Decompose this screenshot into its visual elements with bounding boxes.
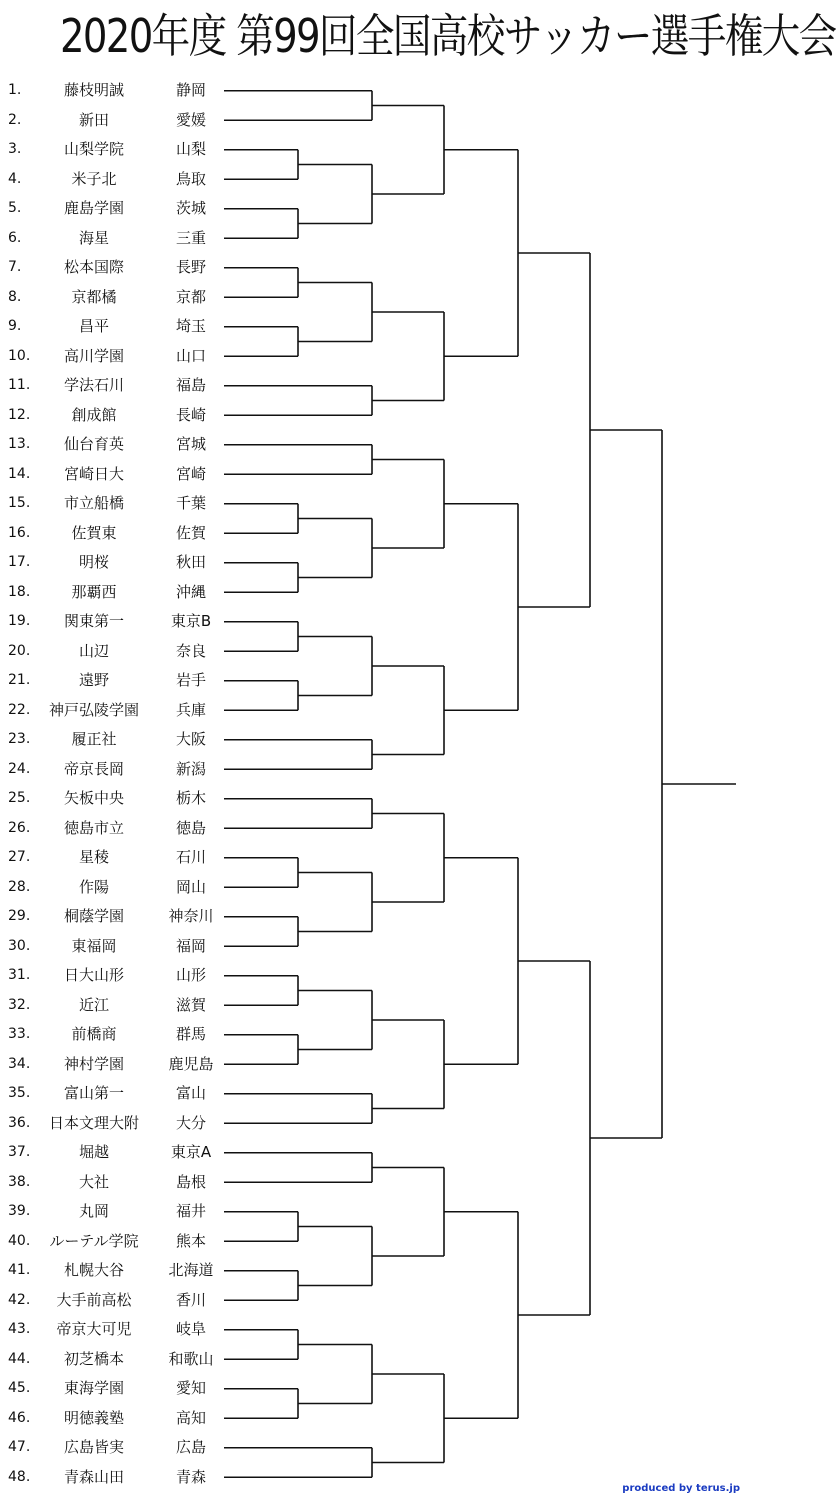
school-name: 遠野 xyxy=(78,671,109,689)
school-name: 関東第一 xyxy=(63,612,124,630)
prefecture-name: 宮城 xyxy=(175,435,206,453)
team-number: 46. xyxy=(8,1409,31,1426)
school-name: 札幌大谷 xyxy=(63,1261,124,1279)
school-name: 大社 xyxy=(78,1172,109,1191)
prefecture-name: 東京A xyxy=(170,1143,212,1161)
team-number: 27. xyxy=(8,849,31,865)
prefecture-name: 京都 xyxy=(175,287,206,306)
prefecture-name: 福岡 xyxy=(175,936,206,955)
school-name: 鹿島学園 xyxy=(63,199,124,217)
team-number: 18. xyxy=(8,583,31,600)
team-number: 44. xyxy=(8,1350,31,1367)
prefecture-name: 大阪 xyxy=(175,730,206,748)
team-number: 28. xyxy=(8,878,31,895)
prefecture-name: 熊本 xyxy=(175,1231,206,1250)
school-name: 青森山田 xyxy=(63,1467,124,1486)
prefecture-name: 青森 xyxy=(175,1467,206,1486)
prefecture-name: 新潟 xyxy=(175,759,206,778)
prefecture-name: 徳島 xyxy=(175,818,206,837)
prefecture-name: 佐賀 xyxy=(175,523,206,542)
team-number: 42. xyxy=(8,1291,31,1308)
school-name: 近江 xyxy=(78,995,109,1014)
prefecture-name: 長野 xyxy=(175,258,206,276)
team-number: 33. xyxy=(8,1026,31,1042)
team-number: 29. xyxy=(8,908,31,924)
school-name: 学法石川 xyxy=(63,376,124,394)
team-number: 37. xyxy=(8,1144,31,1160)
prefecture-name: 北海道 xyxy=(168,1261,214,1279)
school-name: 堀越 xyxy=(78,1143,109,1161)
team-number: 35. xyxy=(8,1085,31,1101)
school-name: 日大山形 xyxy=(63,966,124,984)
school-name: 履正社 xyxy=(71,730,117,748)
school-name: ルーテル学院 xyxy=(49,1231,139,1250)
prefecture-name: 福島 xyxy=(175,376,206,394)
school-name: 新田 xyxy=(78,110,109,129)
school-name: 佐賀東 xyxy=(71,523,117,542)
prefecture-name: 鳥取 xyxy=(175,169,206,188)
school-name: 初芝橋本 xyxy=(63,1349,124,1368)
team-number: 1. xyxy=(8,82,22,98)
prefecture-name: 山梨 xyxy=(175,140,206,158)
prefecture-name: 石川 xyxy=(175,848,206,866)
prefecture-name: 山口 xyxy=(175,346,206,365)
team-number: 25. xyxy=(8,790,31,806)
team-number: 15. xyxy=(8,495,31,511)
school-name: 山辺 xyxy=(78,641,109,660)
school-name: 大手前高松 xyxy=(56,1290,132,1309)
prefecture-name: 千葉 xyxy=(175,494,206,512)
team-number: 47. xyxy=(8,1439,31,1455)
prefecture-name: 三重 xyxy=(175,228,206,247)
school-name: 東福岡 xyxy=(71,936,117,955)
team-number: 24. xyxy=(8,760,31,777)
team-number: 36. xyxy=(8,1114,31,1131)
school-name: 前橋商 xyxy=(71,1025,117,1043)
team-number: 30. xyxy=(8,937,31,954)
prefecture-name: 広島 xyxy=(175,1438,206,1456)
school-name: 京都橘 xyxy=(71,287,117,306)
prefecture-name: 沖縄 xyxy=(175,582,206,601)
school-name: 山梨学院 xyxy=(63,140,124,158)
prefecture-name: 宮崎 xyxy=(175,464,206,483)
school-name: 藤枝明誠 xyxy=(63,81,124,99)
team-number: 19. xyxy=(8,613,31,629)
prefecture-name: 東京B xyxy=(170,612,212,630)
school-name: 神戸弘陵学園 xyxy=(48,700,139,719)
team-number: 8. xyxy=(8,288,22,305)
team-number: 5. xyxy=(8,200,22,216)
prefecture-name: 愛媛 xyxy=(175,110,206,129)
prefecture-name: 長崎 xyxy=(175,405,206,424)
prefecture-name: 神奈川 xyxy=(168,907,214,925)
team-number: 38. xyxy=(8,1173,31,1190)
school-name: 星稜 xyxy=(78,848,109,866)
team-number: 43. xyxy=(8,1321,31,1337)
prefecture-name: 群馬 xyxy=(175,1025,206,1043)
school-name: 帝京長岡 xyxy=(63,759,124,778)
prefecture-name: 愛知 xyxy=(175,1379,206,1397)
school-name: 松本国際 xyxy=(63,258,124,276)
prefecture-name: 埼玉 xyxy=(175,317,206,335)
team-number: 21. xyxy=(8,672,31,688)
team-number: 31. xyxy=(8,967,31,983)
team-number: 14. xyxy=(8,465,31,482)
prefecture-name: 福井 xyxy=(175,1202,206,1220)
prefecture-name: 滋賀 xyxy=(175,995,206,1014)
team-number: 32. xyxy=(8,996,31,1013)
team-number: 23. xyxy=(8,731,31,747)
school-name: 日本文理大附 xyxy=(48,1113,139,1132)
school-name: 明徳義塾 xyxy=(63,1408,124,1427)
school-name: 神村学園 xyxy=(63,1054,124,1073)
school-name: 作陽 xyxy=(78,877,109,896)
prefecture-name: 茨城 xyxy=(175,199,206,217)
prefecture-name: 香川 xyxy=(175,1290,206,1309)
school-name: 徳島市立 xyxy=(63,818,124,837)
team-number: 4. xyxy=(8,170,22,187)
prefecture-name: 栃木 xyxy=(175,789,206,807)
team-number: 40. xyxy=(8,1232,31,1249)
prefecture-name: 奈良 xyxy=(175,641,206,660)
school-name: 広島皆実 xyxy=(63,1438,124,1456)
team-number: 41. xyxy=(8,1262,31,1278)
team-number: 13. xyxy=(8,436,31,452)
prefecture-name: 富山 xyxy=(175,1084,206,1102)
school-name: 市立船橋 xyxy=(63,494,124,512)
prefecture-name: 山形 xyxy=(175,966,206,984)
credit-text: produced by terus.jp xyxy=(622,1483,740,1494)
school-name: 丸岡 xyxy=(78,1202,109,1220)
team-number: 26. xyxy=(8,819,31,836)
prefecture-name: 静岡 xyxy=(175,81,206,99)
school-name: 米子北 xyxy=(71,169,117,188)
page-title: 2020年度 第99回全国高校サッカー選手権大会 xyxy=(60,9,836,63)
school-name: 那覇西 xyxy=(71,582,117,601)
team-number: 20. xyxy=(8,642,31,659)
team-number: 48. xyxy=(8,1468,31,1485)
team-number: 39. xyxy=(8,1203,31,1219)
school-name: 明桜 xyxy=(78,553,109,571)
prefecture-name: 岡山 xyxy=(175,877,206,896)
team-number: 34. xyxy=(8,1055,31,1072)
team-number: 45. xyxy=(8,1380,31,1396)
team-number: 11. xyxy=(8,377,31,393)
team-number: 16. xyxy=(8,524,31,541)
prefecture-name: 鹿児島 xyxy=(168,1054,214,1073)
school-name: 宮崎日大 xyxy=(63,464,124,483)
school-name: 仙台育英 xyxy=(63,435,124,453)
prefecture-name: 岩手 xyxy=(175,671,206,689)
school-name: 矢板中央 xyxy=(63,789,124,807)
prefecture-name: 高知 xyxy=(175,1408,206,1427)
school-name: 富山第一 xyxy=(63,1084,124,1102)
team-number: 3. xyxy=(8,141,22,157)
school-name: 創成館 xyxy=(71,405,117,424)
team-number: 10. xyxy=(8,347,31,364)
school-name: 帝京大可児 xyxy=(56,1320,132,1338)
school-name: 高川学園 xyxy=(63,346,124,365)
prefecture-name: 大分 xyxy=(175,1113,206,1132)
prefecture-name: 秋田 xyxy=(175,553,206,571)
prefecture-name: 兵庫 xyxy=(175,700,206,719)
school-name: 海星 xyxy=(78,228,109,247)
team-number: 6. xyxy=(8,229,22,246)
school-name: 桐蔭学園 xyxy=(63,907,124,925)
school-name: 東海学園 xyxy=(63,1379,124,1397)
team-number: 12. xyxy=(8,406,31,423)
prefecture-name: 和歌山 xyxy=(168,1349,214,1368)
team-number: 17. xyxy=(8,554,31,570)
team-number: 2. xyxy=(8,111,22,128)
prefecture-name: 島根 xyxy=(175,1172,206,1191)
team-number: 9. xyxy=(8,318,22,334)
school-name: 昌平 xyxy=(78,317,109,335)
prefecture-name: 岐阜 xyxy=(175,1320,206,1338)
team-number: 22. xyxy=(8,701,31,718)
team-number: 7. xyxy=(8,259,22,275)
